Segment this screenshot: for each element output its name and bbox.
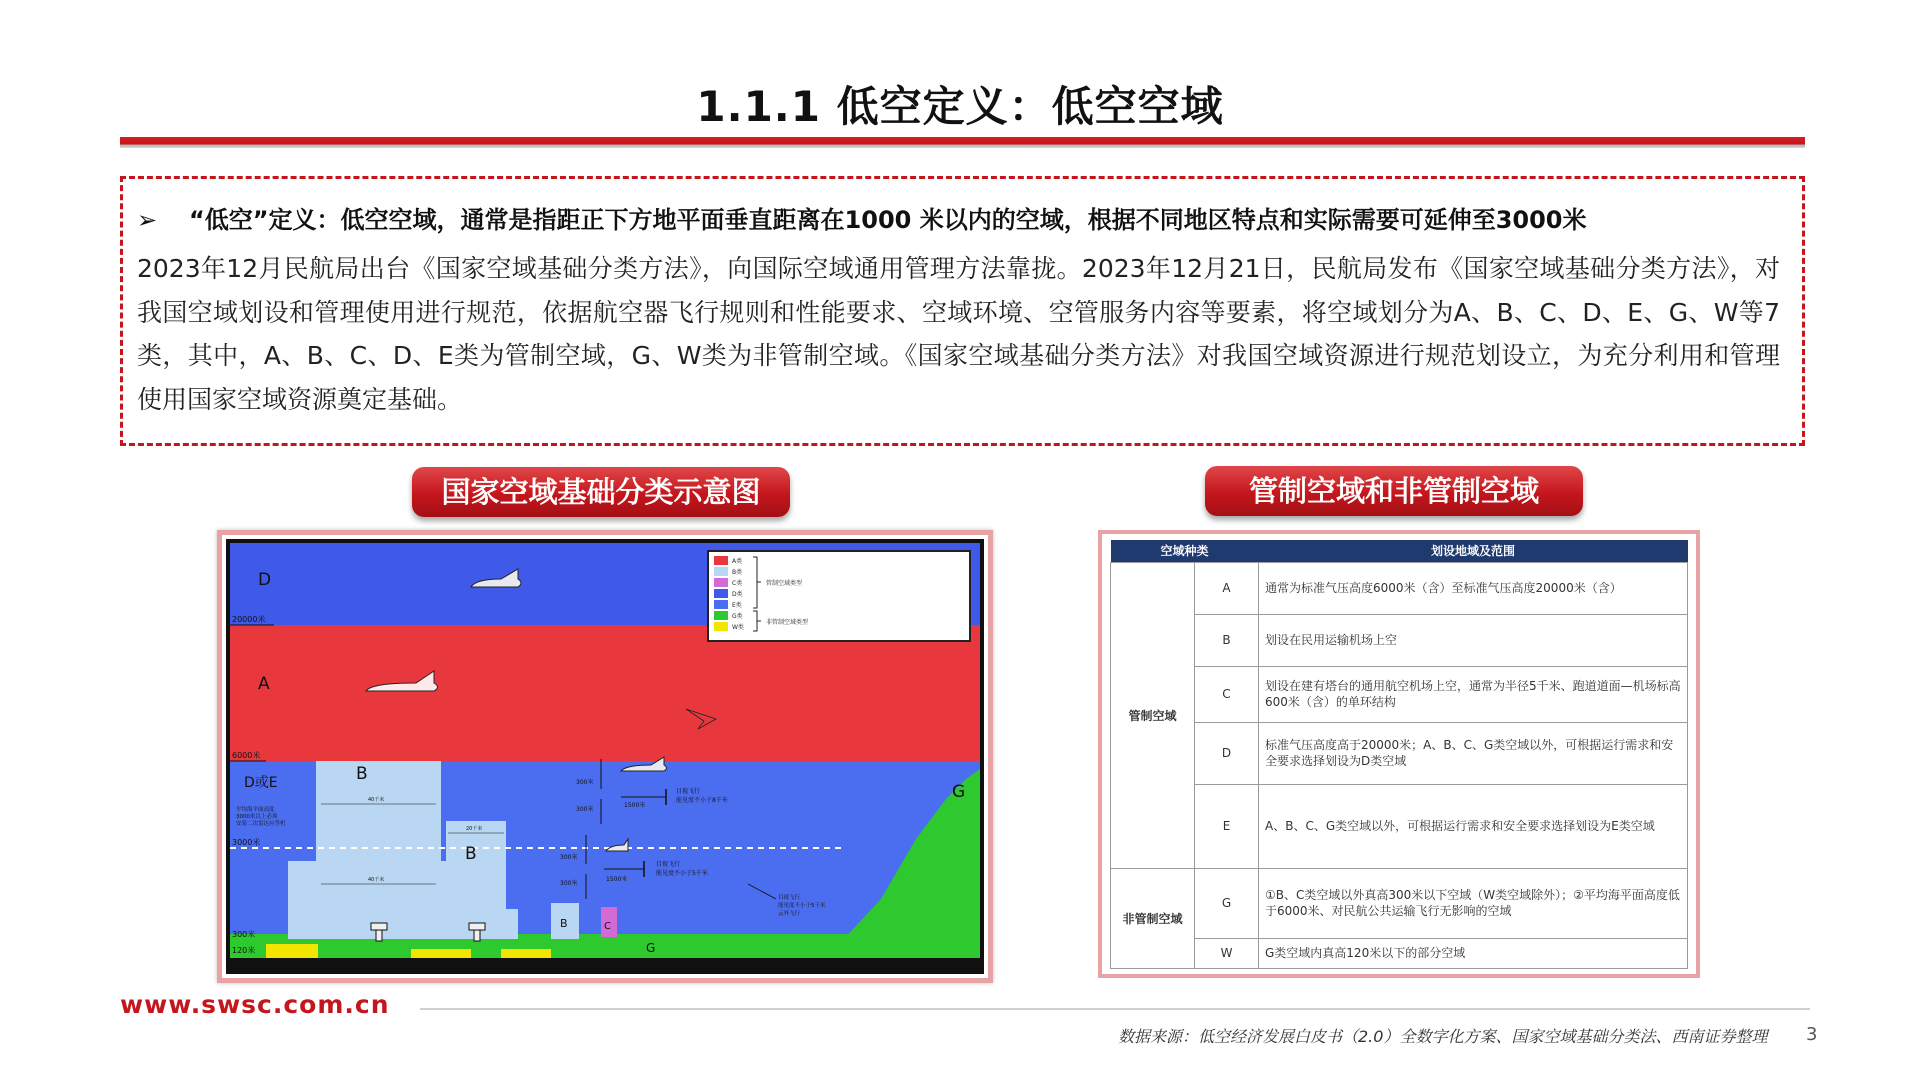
intro-box xyxy=(120,176,1805,446)
table-row xyxy=(1111,666,1688,722)
svg-text:能见度不小于8千米: 能见度不小于8千米 xyxy=(676,797,728,804)
svg-text:目视飞行: 目视飞行 xyxy=(656,861,681,868)
svg-text:40千米: 40千米 xyxy=(368,877,385,883)
table-row xyxy=(1111,614,1688,666)
scope-cell: 通常为标准气压高度6000米（含）至标准气压高度20000米（含） xyxy=(1259,562,1688,614)
legend-swatch-w xyxy=(714,622,728,631)
legend-label-d: D类 xyxy=(732,591,743,598)
zone-a xyxy=(230,625,980,761)
intro-body: 2023年12月民航局出台《国家空域基础分类方法》，向国际空域通用管理方法靠拢。2023年12月21日，民航局发布《国家空域基础分类方法》，对我国空域划设和管理使用进行规范，依据航空器飞行规则和性能要求、空域环境、空管服务内容等要素，将空域划分为A、B、C、D、E、G、W等7类，其中，A、B、C、D、E类为管制空域，G、W类为非管制空域。《国家空域基础分类方法》对我国空域资源进行规范划设立，为充分利用和管理使用国家空域资源奠定基础。 xyxy=(137,254,1780,414)
zone-label-g-right: G xyxy=(952,782,966,802)
footer-divider xyxy=(420,1008,1810,1010)
zone-b-small xyxy=(434,821,518,939)
zone-label-c-tower: C xyxy=(604,921,611,932)
table-row xyxy=(1111,562,1688,614)
svg-text:1500米: 1500米 xyxy=(624,802,646,809)
legend-label-b: B类 xyxy=(732,569,743,576)
svg-text:平均海平面高度: 平均海平面高度 xyxy=(236,807,275,813)
zone-w-strip xyxy=(266,944,318,958)
zone-label-g-ground: G xyxy=(646,941,656,955)
table-row xyxy=(1111,868,1688,938)
svg-text:能见度不小于5千米: 能见度不小于5千米 xyxy=(656,870,708,877)
svg-text:300米: 300米 xyxy=(560,854,578,861)
airspace-diagram xyxy=(217,530,993,983)
svg-text:40千米: 40千米 xyxy=(368,797,385,803)
zone-label-b-small: B xyxy=(465,844,477,864)
title-underline-bar xyxy=(120,137,1805,148)
zone-label-d-top: D xyxy=(258,570,272,590)
footer-url-link[interactable]: www.swsc.com.cn xyxy=(120,990,390,1019)
page-title: 1.1.1 低空定义：低空空域 xyxy=(696,82,1224,131)
svg-text:目视飞行: 目视飞行 xyxy=(676,788,701,795)
bullet-arrow-icon: ➢ xyxy=(137,206,158,234)
svg-text:安装二次雷达应答机: 安装二次雷达应答机 xyxy=(236,821,286,827)
scope-cell: 标准气压高度高于20000米；A、B、C、G类空域以外，可根据运行需求和安全要求选择划设为D类空域 xyxy=(1259,722,1688,784)
class-cell: A xyxy=(1195,562,1259,614)
left-panel-title: 国家空域基础分类示意图 xyxy=(412,467,790,517)
svg-text:300米: 300米 xyxy=(576,806,594,813)
legend-label-c: C类 xyxy=(732,580,743,587)
altitude-label-300: 300米 xyxy=(232,930,256,939)
table-row xyxy=(1111,784,1688,868)
legend-label-w: W类 xyxy=(732,624,744,631)
legend-box xyxy=(708,551,970,641)
table-header-row xyxy=(1111,540,1688,562)
zone-w-strip xyxy=(411,949,471,958)
svg-text:能见度不小于5千米: 能见度不小于5千米 xyxy=(778,903,826,909)
intro-headline-text: “低空”定义：低空空域，通常是指距正下方地平面垂直距离在1000 米以内的空域，根据不同地区特点和实际需要可延伸至3000米 xyxy=(189,206,1587,234)
table-row xyxy=(1111,722,1688,784)
scope-cell: 划设在民用运输机场上空 xyxy=(1259,614,1688,666)
right-panel-title: 管制空域和非管制空域 xyxy=(1205,466,1583,516)
legend-swatch-e xyxy=(714,600,728,609)
zone-label-a: A xyxy=(258,674,270,694)
table-row xyxy=(1111,938,1688,968)
scope-cell: 划设在建有塔台的通用航空机场上空，通常为半径5千米、跑道道面—机场标高600米（含）的单环结构 xyxy=(1259,666,1688,722)
altitude-label-120: 120米 xyxy=(232,946,256,955)
legend-swatch-g xyxy=(714,611,728,620)
class-cell: D xyxy=(1195,722,1259,784)
footer-source-note: 数据来源：低空经济发展白皮书（2.0）全数字化方案、国家空域基础分类法、西南证券整理 xyxy=(1118,1027,1768,1046)
scope-cell: A、B、C、G类空域以外，可根据运行需求和安全要求选择划设为E类空域 xyxy=(1259,784,1688,868)
legend-swatch-a xyxy=(714,556,728,565)
class-cell: W xyxy=(1195,938,1259,968)
altitude-label-20000: 20000米 xyxy=(232,615,266,624)
airspace-table-frame xyxy=(1098,530,1700,978)
altitude-label-6000: 6000米 xyxy=(232,751,261,760)
altitude-label-3000: 3000米 xyxy=(232,838,261,847)
class-cell: B xyxy=(1195,614,1259,666)
airspace-table xyxy=(1110,540,1688,969)
intro-headline xyxy=(137,205,1780,235)
zone-label-d-or-e: D或E xyxy=(244,775,278,791)
zone-label-b-large: B xyxy=(356,764,368,784)
legend-group-controlled: 管制空域类型 xyxy=(766,580,803,587)
table-header-category: 空域种类 xyxy=(1111,540,1259,562)
legend-label-g: G类 xyxy=(732,613,743,620)
scope-cell: G类空域内真高120米以下的部分空域 xyxy=(1259,938,1688,968)
legend-group-uncontrolled: 非管制空域类型 xyxy=(766,619,809,626)
svg-text:300米: 300米 xyxy=(560,880,578,887)
class-cell: C xyxy=(1195,666,1259,722)
page-number: 3 xyxy=(1806,1024,1818,1045)
table-header-scope: 划设地域及范围 xyxy=(1259,540,1688,562)
svg-text:云外飞行: 云外飞行 xyxy=(778,911,801,917)
category-cell-uncontrolled: 非管制空域 xyxy=(1111,868,1195,968)
legend-swatch-d xyxy=(714,589,728,598)
svg-text:300米: 300米 xyxy=(576,779,594,786)
legend-label-a: A类 xyxy=(732,558,743,565)
legend-swatch-c xyxy=(714,578,728,587)
airspace-diagram-canvas xyxy=(226,539,984,974)
svg-text:1500米: 1500米 xyxy=(606,876,628,883)
svg-text:20千米: 20千米 xyxy=(466,826,483,832)
legend-swatch-b xyxy=(714,567,728,576)
zone-label-b-tower: B xyxy=(560,917,568,930)
class-cell: G xyxy=(1195,868,1259,938)
class-cell: E xyxy=(1195,784,1259,868)
svg-text:目视飞行: 目视飞行 xyxy=(778,895,801,901)
legend-label-e: E类 xyxy=(732,602,742,609)
scope-cell: ①B、C类空域以外真高300米以下空域（W类空域除外）；②平均海平面高度低于6000米、对民航公共运输飞行无影响的空域 xyxy=(1259,868,1688,938)
svg-text:3000米以上必须: 3000米以上必须 xyxy=(236,814,278,820)
zone-w-strip xyxy=(501,949,551,958)
category-cell-controlled: 管制空域 xyxy=(1111,562,1195,868)
